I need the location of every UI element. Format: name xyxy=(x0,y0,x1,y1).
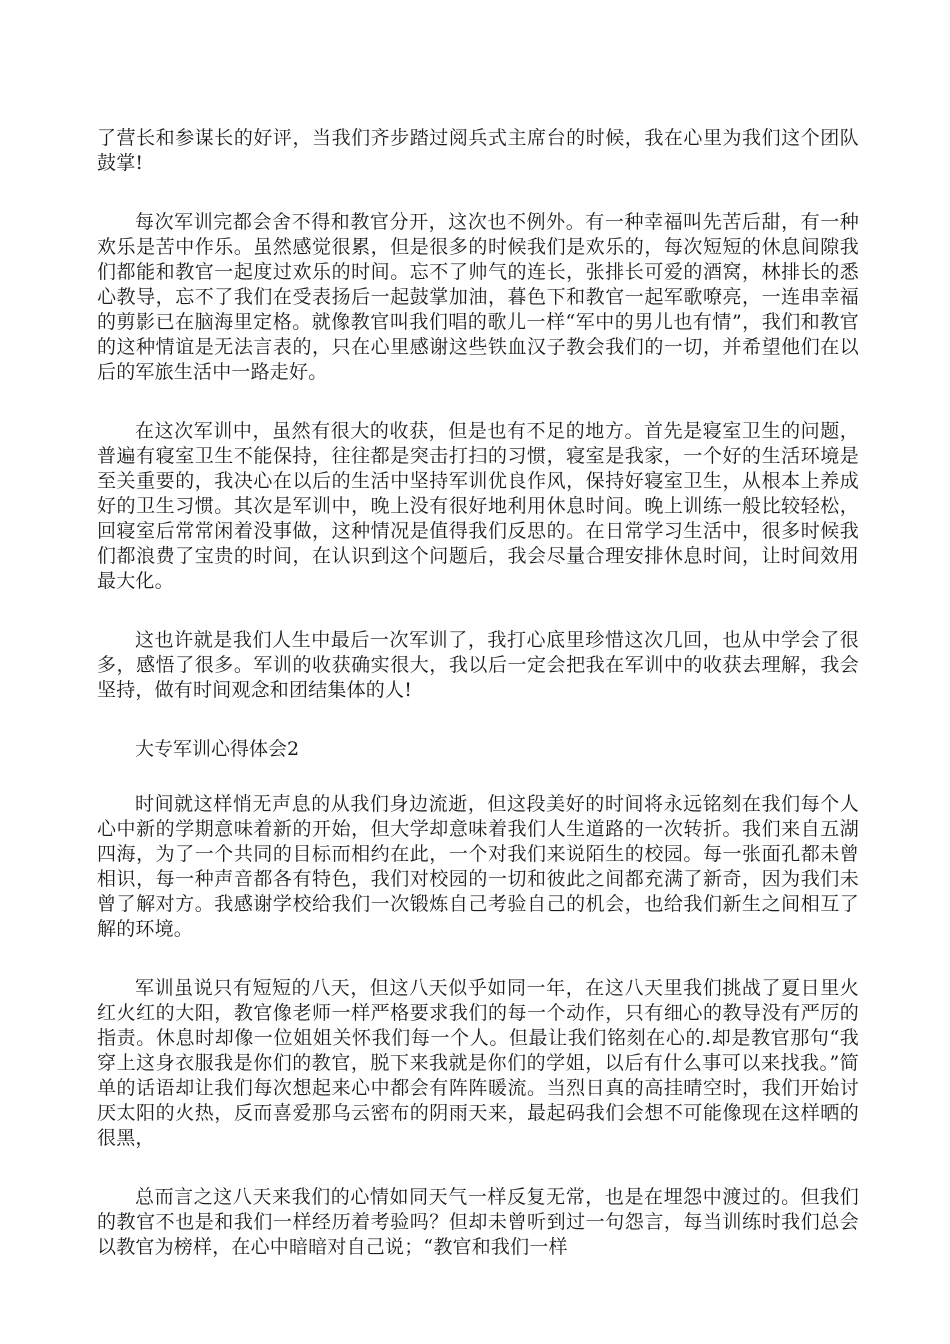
paragraph: 时间就这样悄无声息的从我们身边流逝，但这段美好的时间将永远铭刻在我们每个人心中新的学期意味着新的开始，但大学却意味着我们人生道路的一次转折。我们来自五湖四海，为了一个共同的目标而相约在此，一个对我们来说陌生的校园。每一张面孔都未曾相识，每一种声音都各有特色，我们对校园的一切和彼此之间都充满了新奇，因为我们未曾了解对方。我感谢学校给我们一次锻炼自己考验自己的机会，也给我们新生之间相互了解的环境。 xyxy=(97,793,859,940)
paragraph-continued: 了营长和参谋长的好评，当我们齐步踏过阅兵式主席台的时候，我在心里为我们这个团队鼓掌! xyxy=(97,127,859,174)
paragraph: 每次军训完都会舍不得和教官分开，这次也不例外。有一种幸福叫先苦后甜，有一种欢乐是苦中作乐。虽然感觉很累，但是很多的时候我们是欢乐的，每次短短的休息间隙我们都能和教官一起度过欢乐的时间。忘不了帅气的连长，张排长可爱的酒窝，林排长的悉心教导，忘不了我们在受表扬后一起鼓掌加油，暮色下和教官一起军歌嘹亮，一连串幸福的剪影已在脑海里定格。就像教官叫我们唱的歌儿一样“军中的男儿也有情”，我们和教官的这种情谊是无法言表的，只在心里感谢这些铁血汉子教会我们的一切，并希望他们在以后的军旅生活中一路走好。 xyxy=(97,211,859,383)
paragraph: 军训虽说只有短短的八天，但这八天似乎如同一年，在这八天里我们挑战了夏日里火红火红的大阳，教官像老师一样严格要求我们的每一个动作，只有细心的教导没有严厉的指责。休息时却像一位姐姐关怀我们每一个人。但最让我们铭刻在心的.却是教官那句“我穿上这身衣服我是你们的教官，脱下来我就是你们的学姐，以后有什么事可以来找我。”简单的话语却让我们每次想起来心中都会有阵阵暖流。当烈日真的高挂晴空时，我们开始讨厌太阳的火热，反而喜爱那乌云密布的阴雨天来，最起码我们会想不可能像现在这样晒的很黑， xyxy=(97,977,859,1149)
paragraph: 在这次军训中，虽然有很大的收获，但是也有不足的地方。首先是寝室卫生的问题，普遍有寝室卫生不能保持，往往都是突击打扫的习惯，寝室是我家，一个好的生活环境是至关重要的，我决心在以后的生活中坚持军训优良作风，保持好寝室卫生，从根本上养成好的卫生习惯。其次是军训中，晚上没有很好地利用休息时间。晚上训练一般比较轻松，回寝室后常常闲着没事做，这种情况是值得我们反思的。在日常学习生活中，很多时候我们都浪费了宝贵的时间，在认识到这个问题后，我会尽量合理安排休息时间，让时间效用最大化。 xyxy=(97,420,859,592)
section-title: 大专军训心得体会2 xyxy=(135,738,300,760)
document-body xyxy=(97,126,859,1294)
paragraph: 总而言之这八天来我们的心情如同天气一样反复无常，也是在埋怨中渡过的。但我们的教官不也是和我们一样经历着考验吗？但却未曾听到过一句怨言，每当训练时我们总会以教官为榜样，在心中暗暗对自己说；“教官和我们一样 xyxy=(97,1186,859,1258)
paragraph: 这也许就是我们人生中最后一次军训了，我打心底里珍惜这次几回，也从中学会了很多，感悟了很多。军训的收获确实很大，我以后一定会把我在军训中的收获去理解，我会坚持，做有时间观念和团结集体的人! xyxy=(97,629,859,701)
